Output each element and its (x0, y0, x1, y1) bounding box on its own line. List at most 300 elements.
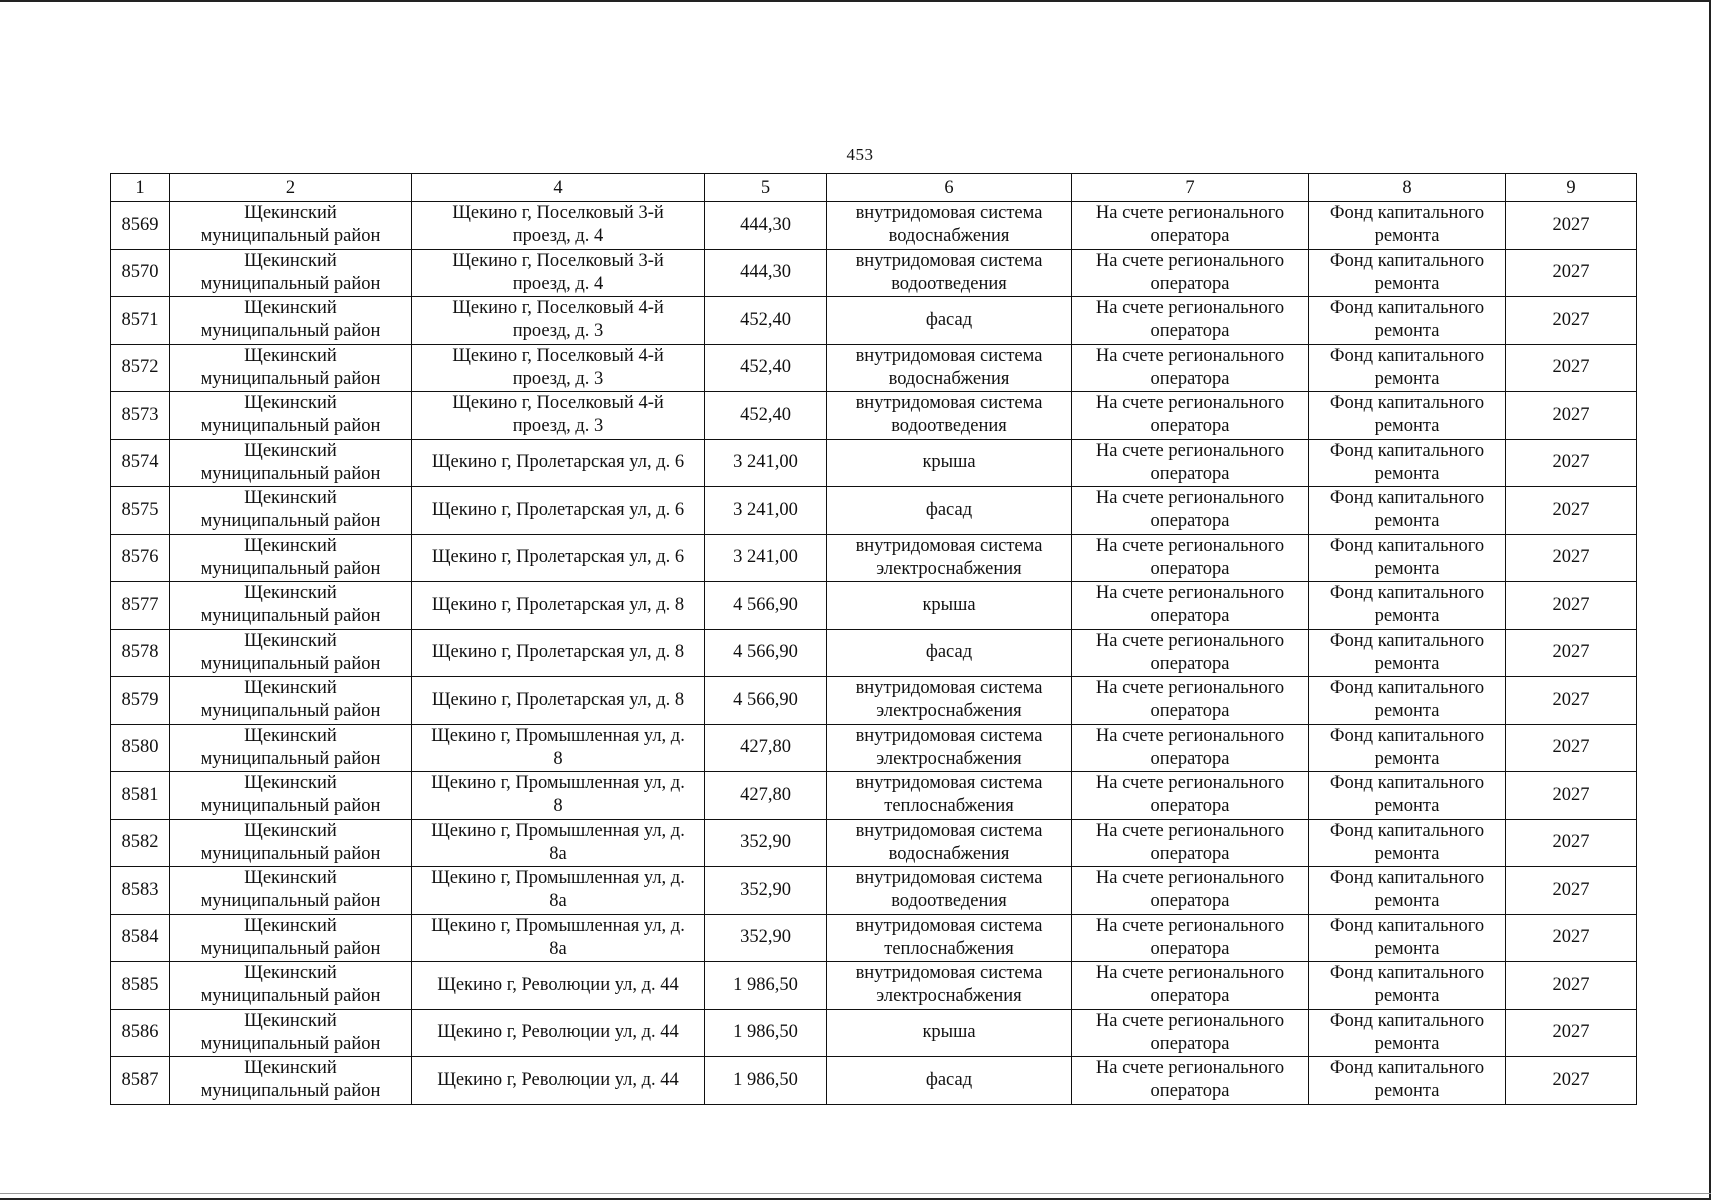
address-cell (412, 249, 705, 297)
row-number-cell: 8587 (111, 1057, 170, 1105)
header-row (111, 174, 1637, 202)
table-row (111, 724, 1637, 772)
work-type-cell-line: внутридомовая система (855, 345, 1043, 366)
address-cell-line: Щекино г, Поселковый 3-й (452, 203, 664, 224)
district-cell (170, 249, 412, 297)
work-type-cell-line: крыша (922, 452, 976, 473)
work-type-cell (827, 297, 1072, 345)
funding-source-cell (1309, 962, 1506, 1010)
work-type-cell-line: фасад (925, 642, 973, 663)
work-type-cell-line: внутридомовая система (855, 535, 1043, 556)
address-cell-line: Щекино г, Поселковый 3-й (452, 250, 664, 271)
work-type-cell-line: теплоснабжения (884, 796, 1014, 817)
column-header: 6 (827, 174, 1072, 202)
page-number: 453 (846, 145, 874, 164)
work-type-cell (827, 677, 1072, 725)
funding-source-cell-line: ремонта (1374, 606, 1440, 627)
funding-source-cell (1309, 202, 1506, 250)
column-header: 5 (705, 174, 827, 202)
account-cell (1072, 297, 1309, 345)
district-cell-line: Щекинский (244, 488, 337, 509)
address-cell-line: Щекино г, Пролетарская ул, д. 8 (431, 594, 685, 615)
address-cell (412, 582, 705, 630)
account-cell-line: На счете регионального (1095, 725, 1285, 746)
address-cell-line: Щекино г, Промышленная ул, д. (431, 820, 685, 841)
row-number-cell: 8586 (111, 1009, 170, 1057)
district-cell-line: муниципальный район (200, 986, 381, 1007)
district-cell (170, 392, 412, 440)
year-cell: 2027 (1506, 962, 1637, 1010)
district-cell (170, 344, 412, 392)
column-header: 2 (170, 174, 412, 202)
funding-source-cell (1309, 297, 1506, 345)
address-cell (412, 487, 705, 535)
account-cell-line: оператора (1150, 938, 1230, 959)
account-cell (1072, 724, 1309, 772)
district-cell (170, 534, 412, 582)
funding-source-cell (1309, 819, 1506, 867)
address-cell-line: Щекино г, Поселковый 4-й (452, 393, 664, 414)
district-cell-line: Щекинский (244, 298, 337, 319)
account-cell-line: оператора (1150, 843, 1230, 864)
account-cell (1072, 772, 1309, 820)
year-cell: 2027 (1506, 867, 1637, 915)
work-type-cell-line: водоснабжения (888, 843, 1010, 864)
district-cell (170, 202, 412, 250)
table-row (111, 249, 1637, 297)
year-cell: 2027 (1506, 724, 1637, 772)
address-cell-line: 8а (549, 938, 567, 959)
account-cell-line: оператора (1150, 368, 1230, 389)
row-number-cell: 8576 (111, 534, 170, 582)
work-type-cell-line: водоотведения (891, 891, 1007, 912)
area-cell: 427,80 (705, 772, 827, 820)
account-cell-line: На счете регионального (1095, 488, 1285, 509)
district-cell (170, 1009, 412, 1057)
account-cell-line: оператора (1150, 321, 1230, 342)
row-number-cell: 8578 (111, 629, 170, 677)
address-cell (412, 534, 705, 582)
account-cell-line: На счете регионального (1095, 915, 1285, 936)
district-cell-line: муниципальный район (200, 1081, 381, 1102)
account-cell (1072, 439, 1309, 487)
work-type-cell-line: внутридомовая система (855, 773, 1043, 794)
district-cell-line: муниципальный район (200, 226, 381, 247)
account-cell (1072, 677, 1309, 725)
account-cell-line: На счете регионального (1095, 203, 1285, 224)
funding-source-cell-line: ремонта (1374, 938, 1440, 959)
account-cell (1072, 202, 1309, 250)
address-cell-line: проезд, д. 4 (512, 226, 604, 247)
account-cell-line: оператора (1150, 606, 1230, 627)
funding-source-cell-line: Фонд капитального (1329, 630, 1485, 651)
work-type-cell-line: внутридомовая система (855, 820, 1043, 841)
year-cell: 2027 (1506, 344, 1637, 392)
funding-source-cell-line: Фонд капитального (1329, 583, 1485, 604)
table-row (111, 487, 1637, 535)
area-cell: 3 241,00 (705, 534, 827, 582)
address-cell-line: проезд, д. 3 (512, 321, 604, 342)
year-cell: 2027 (1506, 202, 1637, 250)
work-type-cell-line: крыша (922, 1022, 976, 1043)
table-row (111, 439, 1637, 487)
address-cell-line: Щекино г, Революции ул, д. 44 (437, 1022, 679, 1043)
work-type-cell-line: теплоснабжения (884, 938, 1014, 959)
address-cell-line: Щекино г, Пролетарская ул, д. 6 (431, 452, 685, 473)
work-type-cell-line: электроснабжения (876, 701, 1022, 722)
funding-source-cell-line: Фонд капитального (1329, 535, 1485, 556)
funding-source-cell-line: ремонта (1374, 463, 1440, 484)
address-cell-line: Щекино г, Пролетарская ул, д. 6 (431, 499, 685, 520)
year-cell: 2027 (1506, 534, 1637, 582)
district-cell-line: муниципальный район (200, 653, 381, 674)
account-cell (1072, 629, 1309, 677)
account-cell-line: На счете регионального (1095, 250, 1285, 271)
column-header: 7 (1072, 174, 1309, 202)
address-cell-line: Щекино г, Промышленная ул, д. (431, 773, 685, 794)
district-cell (170, 962, 412, 1010)
table-row (111, 1057, 1637, 1105)
row-number-cell: 8583 (111, 867, 170, 915)
area-cell: 352,90 (705, 867, 827, 915)
account-cell-line: оператора (1150, 891, 1230, 912)
row-number-cell: 8584 (111, 914, 170, 962)
row-number-cell: 8580 (111, 724, 170, 772)
account-cell-line: На счете регионального (1095, 1058, 1285, 1079)
area-cell: 452,40 (705, 344, 827, 392)
funding-source-cell-line: ремонта (1374, 986, 1440, 1007)
work-type-cell-line: внутридомовая система (855, 393, 1043, 414)
work-type-cell-line: водоснабжения (888, 226, 1010, 247)
funding-source-cell-line: ремонта (1374, 321, 1440, 342)
account-cell-line: На счете регионального (1095, 630, 1285, 651)
district-cell-line: Щекинский (244, 535, 337, 556)
funding-source-cell-line: ремонта (1374, 843, 1440, 864)
year-cell: 2027 (1506, 914, 1637, 962)
table-row (111, 344, 1637, 392)
funding-source-cell (1309, 914, 1506, 962)
account-cell-line: На счете регионального (1095, 393, 1285, 414)
funding-source-cell-line: ремонта (1374, 796, 1440, 817)
row-number-cell: 8571 (111, 297, 170, 345)
funding-source-cell-line: ремонта (1374, 558, 1440, 579)
account-cell-line: оператора (1150, 273, 1230, 294)
funding-source-cell-line: Фонд капитального (1329, 393, 1485, 414)
work-type-cell-line: электроснабжения (876, 558, 1022, 579)
funding-source-cell (1309, 867, 1506, 915)
area-cell: 1 986,50 (705, 1057, 827, 1105)
account-cell (1072, 1057, 1309, 1105)
district-cell (170, 629, 412, 677)
funding-source-cell-line: ремонта (1374, 748, 1440, 769)
work-type-cell (827, 914, 1072, 962)
district-cell-line: Щекинский (244, 678, 337, 699)
address-cell-line: Щекино г, Промышленная ул, д. (431, 915, 685, 936)
account-cell-line: оператора (1150, 558, 1230, 579)
district-cell (170, 914, 412, 962)
address-cell-line: 8 (553, 796, 563, 817)
district-cell-line: муниципальный район (200, 416, 381, 437)
funding-source-cell-line: ремонта (1374, 368, 1440, 389)
address-cell (412, 914, 705, 962)
work-type-cell-line: внутридомовая система (855, 678, 1043, 699)
area-cell: 1 986,50 (705, 1009, 827, 1057)
district-cell-line: муниципальный район (200, 273, 381, 294)
district-cell-line: муниципальный район (200, 891, 381, 912)
district-cell (170, 772, 412, 820)
account-cell (1072, 962, 1309, 1010)
row-number-cell: 8575 (111, 487, 170, 535)
funding-source-cell-line: Фонд капитального (1329, 345, 1485, 366)
table-row (111, 297, 1637, 345)
funding-source-cell-line: ремонта (1374, 1033, 1440, 1054)
area-cell: 1 986,50 (705, 962, 827, 1010)
area-cell: 444,30 (705, 202, 827, 250)
address-cell (412, 677, 705, 725)
address-cell-line: Щекино г, Революции ул, д. 44 (437, 1069, 679, 1090)
address-cell (412, 629, 705, 677)
area-cell: 452,40 (705, 392, 827, 440)
account-cell-line: На счете регионального (1095, 1010, 1285, 1031)
year-cell: 2027 (1506, 1009, 1637, 1057)
account-cell-line: На счете регионального (1095, 583, 1285, 604)
account-cell-line: оператора (1150, 226, 1230, 247)
account-cell-line: оператора (1150, 416, 1230, 437)
row-number-cell: 8582 (111, 819, 170, 867)
work-type-cell-line: водоотведения (891, 273, 1007, 294)
funding-source-cell-line: Фонд капитального (1329, 203, 1485, 224)
account-cell (1072, 1009, 1309, 1057)
table-row (111, 629, 1637, 677)
work-type-cell (827, 439, 1072, 487)
address-cell-line: Щекино г, Пролетарская ул, д. 6 (431, 547, 685, 568)
work-type-cell (827, 249, 1072, 297)
work-type-cell-line: крыша (922, 594, 976, 615)
table-row (111, 677, 1637, 725)
address-cell (412, 962, 705, 1010)
column-header: 8 (1309, 174, 1506, 202)
funding-source-cell-line: Фонд капитального (1329, 1058, 1485, 1079)
table-header (111, 174, 1637, 202)
year-cell: 2027 (1506, 1057, 1637, 1105)
area-cell: 4 566,90 (705, 677, 827, 725)
work-type-cell-line: электроснабжения (876, 986, 1022, 1007)
scan-border-top (0, 0, 1711, 2)
district-cell-line: Щекинский (244, 583, 337, 604)
work-type-cell (827, 487, 1072, 535)
work-type-cell (827, 819, 1072, 867)
funding-source-cell (1309, 249, 1506, 297)
column-header: 9 (1506, 174, 1637, 202)
address-cell-line: Щекино г, Поселковый 4-й (452, 345, 664, 366)
year-cell: 2027 (1506, 629, 1637, 677)
district-cell-line: Щекинский (244, 1058, 337, 1079)
funding-source-cell (1309, 392, 1506, 440)
address-cell (412, 344, 705, 392)
funding-source-cell-line: ремонта (1374, 226, 1440, 247)
funding-source-cell (1309, 1009, 1506, 1057)
account-cell-line: На счете регионального (1095, 535, 1285, 556)
district-cell (170, 582, 412, 630)
account-cell-line: оператора (1150, 1081, 1230, 1102)
area-cell: 3 241,00 (705, 487, 827, 535)
year-cell: 2027 (1506, 582, 1637, 630)
district-cell-line: муниципальный район (200, 463, 381, 484)
row-number-cell: 8573 (111, 392, 170, 440)
year-cell: 2027 (1506, 487, 1637, 535)
district-cell-line: Щекинский (244, 868, 337, 889)
funding-source-cell-line: Фонд капитального (1329, 250, 1485, 271)
funding-source-cell-line: ремонта (1374, 416, 1440, 437)
address-cell (412, 1057, 705, 1105)
table-row (111, 819, 1637, 867)
row-number-cell: 8569 (111, 202, 170, 250)
funding-source-cell-line: Фонд капитального (1329, 678, 1485, 699)
funding-source-cell-line: ремонта (1374, 511, 1440, 532)
district-cell (170, 487, 412, 535)
address-cell (412, 1009, 705, 1057)
work-type-cell-line: фасад (925, 499, 973, 520)
funding-source-cell (1309, 582, 1506, 630)
funding-source-cell-line: ремонта (1374, 273, 1440, 294)
district-cell (170, 819, 412, 867)
district-cell-line: Щекинский (244, 773, 337, 794)
row-number-cell: 8570 (111, 249, 170, 297)
funding-source-cell-line: ремонта (1374, 701, 1440, 722)
funding-source-cell (1309, 1057, 1506, 1105)
funding-source-cell-line: ремонта (1374, 891, 1440, 912)
account-cell (1072, 392, 1309, 440)
account-cell-line: На счете регионального (1095, 345, 1285, 366)
account-cell-line: оператора (1150, 463, 1230, 484)
row-number-cell: 8579 (111, 677, 170, 725)
district-cell-line: муниципальный район (200, 796, 381, 817)
account-cell (1072, 867, 1309, 915)
area-cell: 352,90 (705, 819, 827, 867)
district-cell-line: Щекинский (244, 725, 337, 746)
address-cell (412, 297, 705, 345)
district-cell-line: Щекинский (244, 820, 337, 841)
work-type-cell-line: водоснабжения (888, 368, 1010, 389)
table-row (111, 962, 1637, 1010)
account-cell (1072, 914, 1309, 962)
funding-source-cell-line: Фонд капитального (1329, 725, 1485, 746)
district-cell-line: муниципальный район (200, 558, 381, 579)
account-cell-line: На счете регионального (1095, 440, 1285, 461)
funding-source-cell-line: Фонд капитального (1329, 820, 1485, 841)
funding-source-cell (1309, 534, 1506, 582)
row-number-cell: 8581 (111, 772, 170, 820)
row-number-cell: 8577 (111, 582, 170, 630)
work-type-cell-line: внутридомовая система (855, 963, 1043, 984)
account-cell (1072, 534, 1309, 582)
work-type-cell-line: электроснабжения (876, 748, 1022, 769)
address-cell-line: 8а (549, 891, 567, 912)
funding-source-cell (1309, 724, 1506, 772)
account-cell-line: оператора (1150, 701, 1230, 722)
address-cell (412, 867, 705, 915)
district-cell-line: Щекинский (244, 440, 337, 461)
account-cell-line: оператора (1150, 653, 1230, 674)
district-cell-line: Щекинский (244, 203, 337, 224)
funding-source-cell-line: Фонд капитального (1329, 773, 1485, 794)
row-number-cell: 8572 (111, 344, 170, 392)
address-cell-line: Щекино г, Промышленная ул, д. (431, 725, 685, 746)
column-header: 4 (412, 174, 705, 202)
district-cell-line: муниципальный район (200, 321, 381, 342)
column-header: 1 (111, 174, 170, 202)
address-cell-line: Щекино г, Революции ул, д. 44 (437, 974, 679, 995)
district-cell (170, 297, 412, 345)
address-cell-line: Щекино г, Пролетарская ул, д. 8 (431, 642, 685, 663)
address-cell-line: Щекино г, Поселковый 4-й (452, 298, 664, 319)
address-cell (412, 392, 705, 440)
work-type-cell (827, 534, 1072, 582)
table-row (111, 202, 1637, 250)
area-cell: 352,90 (705, 914, 827, 962)
account-cell-line: оператора (1150, 986, 1230, 1007)
funding-source-cell (1309, 344, 1506, 392)
district-cell-line: муниципальный район (200, 843, 381, 864)
account-cell-line: На счете регионального (1095, 868, 1285, 889)
table-row (111, 772, 1637, 820)
district-cell (170, 439, 412, 487)
funding-source-cell-line: Фонд капитального (1329, 963, 1485, 984)
address-cell (412, 439, 705, 487)
table-row (111, 1009, 1637, 1057)
district-cell-line: Щекинский (244, 250, 337, 271)
address-cell-line: проезд, д. 3 (512, 368, 604, 389)
table-row (111, 534, 1637, 582)
row-number-cell: 8574 (111, 439, 170, 487)
district-cell-line: муниципальный район (200, 701, 381, 722)
year-cell: 2027 (1506, 249, 1637, 297)
address-cell-line: проезд, д. 3 (512, 416, 604, 437)
work-type-cell (827, 867, 1072, 915)
scan-artifact-line (0, 1193, 1711, 1194)
funding-source-cell (1309, 772, 1506, 820)
funding-source-cell (1309, 487, 1506, 535)
address-cell-line: проезд, д. 4 (512, 273, 604, 294)
funding-source-cell (1309, 439, 1506, 487)
funding-source-cell-line: ремонта (1374, 1081, 1440, 1102)
district-cell (170, 867, 412, 915)
account-cell-line: На счете регионального (1095, 820, 1285, 841)
area-cell: 427,80 (705, 724, 827, 772)
work-type-cell-line: водоотведения (891, 416, 1007, 437)
district-cell-line: муниципальный район (200, 606, 381, 627)
address-cell (412, 819, 705, 867)
district-cell-line: Щекинский (244, 963, 337, 984)
table-row (111, 914, 1637, 962)
account-cell (1072, 582, 1309, 630)
work-type-cell (827, 392, 1072, 440)
account-cell-line: оператора (1150, 1033, 1230, 1054)
address-cell-line: Щекино г, Промышленная ул, д. (431, 868, 685, 889)
address-cell (412, 724, 705, 772)
area-cell: 4 566,90 (705, 629, 827, 677)
account-cell (1072, 344, 1309, 392)
table-row (111, 582, 1637, 630)
funding-source-cell-line: Фонд капитального (1329, 298, 1485, 319)
work-type-cell (827, 202, 1072, 250)
work-type-cell (827, 1009, 1072, 1057)
work-type-cell-line: фасад (925, 309, 973, 330)
area-cell: 3 241,00 (705, 439, 827, 487)
work-type-cell-line: внутридомовая система (855, 868, 1043, 889)
funding-source-cell (1309, 629, 1506, 677)
district-cell-line: муниципальный район (200, 938, 381, 959)
